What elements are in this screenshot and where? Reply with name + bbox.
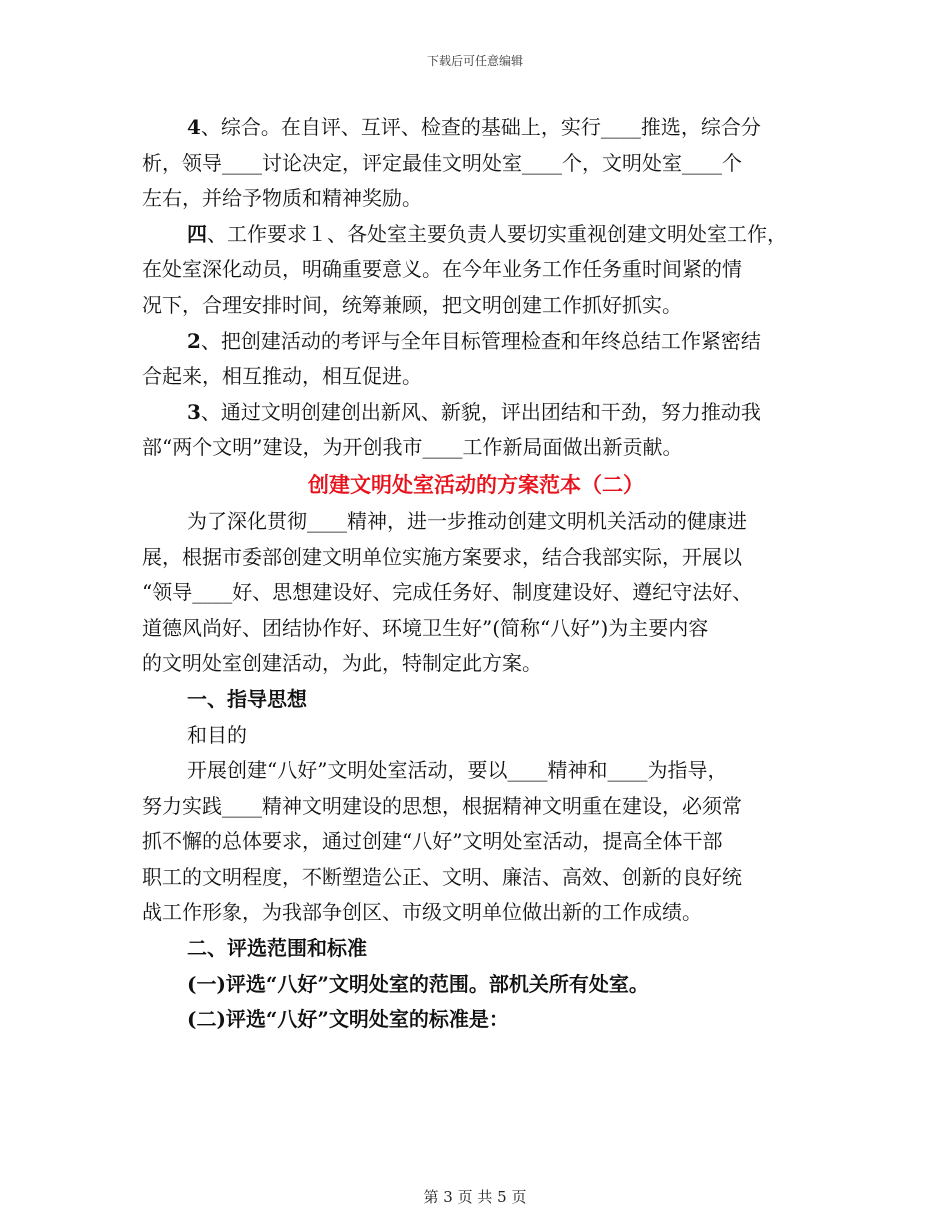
paragraph-line: 展，根据市委部创建文明单位实施方案要求，结合我部实际，开展以: [142, 544, 742, 569]
line-text: 、综合。在自评、互评、检查的基础上，实行____推选，综合分: [200, 115, 761, 139]
subsection-heading: (一)评选“八好”文明处室的范围。部机关所有处室。: [187, 971, 649, 996]
section-heading: 二、评选范围和标准: [187, 936, 367, 961]
paragraph-line: “领导____好、思想建设好、完成任务好、制度建设好、遵纪守法好、: [142, 580, 753, 605]
paragraph-line: 合起来，相互推动，相互促进。: [142, 364, 422, 389]
paragraph-line: 道德风尚好、团结协作好、环境卫生好”(简称“八好”)为主要内容: [142, 615, 709, 640]
item-number: 4: [187, 115, 201, 139]
line-text: 、通过文明创建创出新风、新貌，评出团结和干劲，努力推动我: [200, 399, 761, 424]
paragraph-line: [142, 110, 810, 146]
paragraph-line: [142, 217, 810, 253]
line-text: 、把创建活动的考评与全年目标管理检查和年终总结工作紧密结: [200, 328, 761, 353]
item-number: 3: [187, 399, 201, 424]
paragraph-line: 在处室深化动员，明确重要意义。在今年业务工作任务重时间紧的情: [142, 257, 742, 282]
section-number: 四: [187, 221, 207, 246]
paragraph-line: 为了深化贯彻____精神，进一步推动创建文明机关活动的健康进: [187, 508, 747, 533]
page-header: 下载后可任意编辑: [426, 54, 523, 68]
paragraph-line: 部“两个文明”建设，为开创我市____工作新局面做出新贡献。: [142, 435, 683, 460]
section-heading: 一、指导思想: [187, 686, 307, 711]
paragraph-line: 开展创建“八好”文明处室活动，要以____精神和____为指导，: [187, 758, 728, 783]
paragraph-line: 职工的文明程度，不断塑造公正、文明、廉洁、高效、创新的良好统: [142, 864, 742, 889]
paragraph-line: [142, 395, 810, 431]
document-body: [142, 110, 810, 1038]
paragraph-line: 左右，并给予物质和精神奖励。: [142, 186, 422, 211]
paragraph-line: 和目的: [187, 722, 247, 747]
page-footer: 第 3 页 共 5 页: [423, 1188, 527, 1206]
paragraph-line: [142, 324, 810, 360]
paragraph-line: 的文明处室创建活动，为此，特制定此方案。: [142, 651, 542, 676]
document-title: 创建文明处室活动的方案范本（二）: [308, 471, 644, 497]
paragraph-line: 况下，合理安排时间，统筹兼顾，把文明创建工作抓好抓实。: [142, 292, 682, 317]
paragraph-line: 战工作形象，为我部争创区、市级文明单位做出新的工作成绩。: [142, 900, 702, 925]
item-number: 2: [187, 328, 201, 353]
subsection-heading: (二)评选“八好”文明处室的标准是：: [187, 1007, 509, 1032]
line-text: 、工作要求１、各处室主要负责人要切实重视创建文明处室工作，: [207, 221, 787, 246]
paragraph-line: 努力实践____精神文明建设的思想，根据精神文明重在建设，必须常: [142, 793, 742, 818]
paragraph-line: 析，领导____讨论决定，评定最佳文明处室____个，文明处室____个: [142, 150, 742, 175]
paragraph-line: 抓不懈的总体要求，通过创建“八好”文明处室活动，提高全体干部: [142, 829, 723, 854]
